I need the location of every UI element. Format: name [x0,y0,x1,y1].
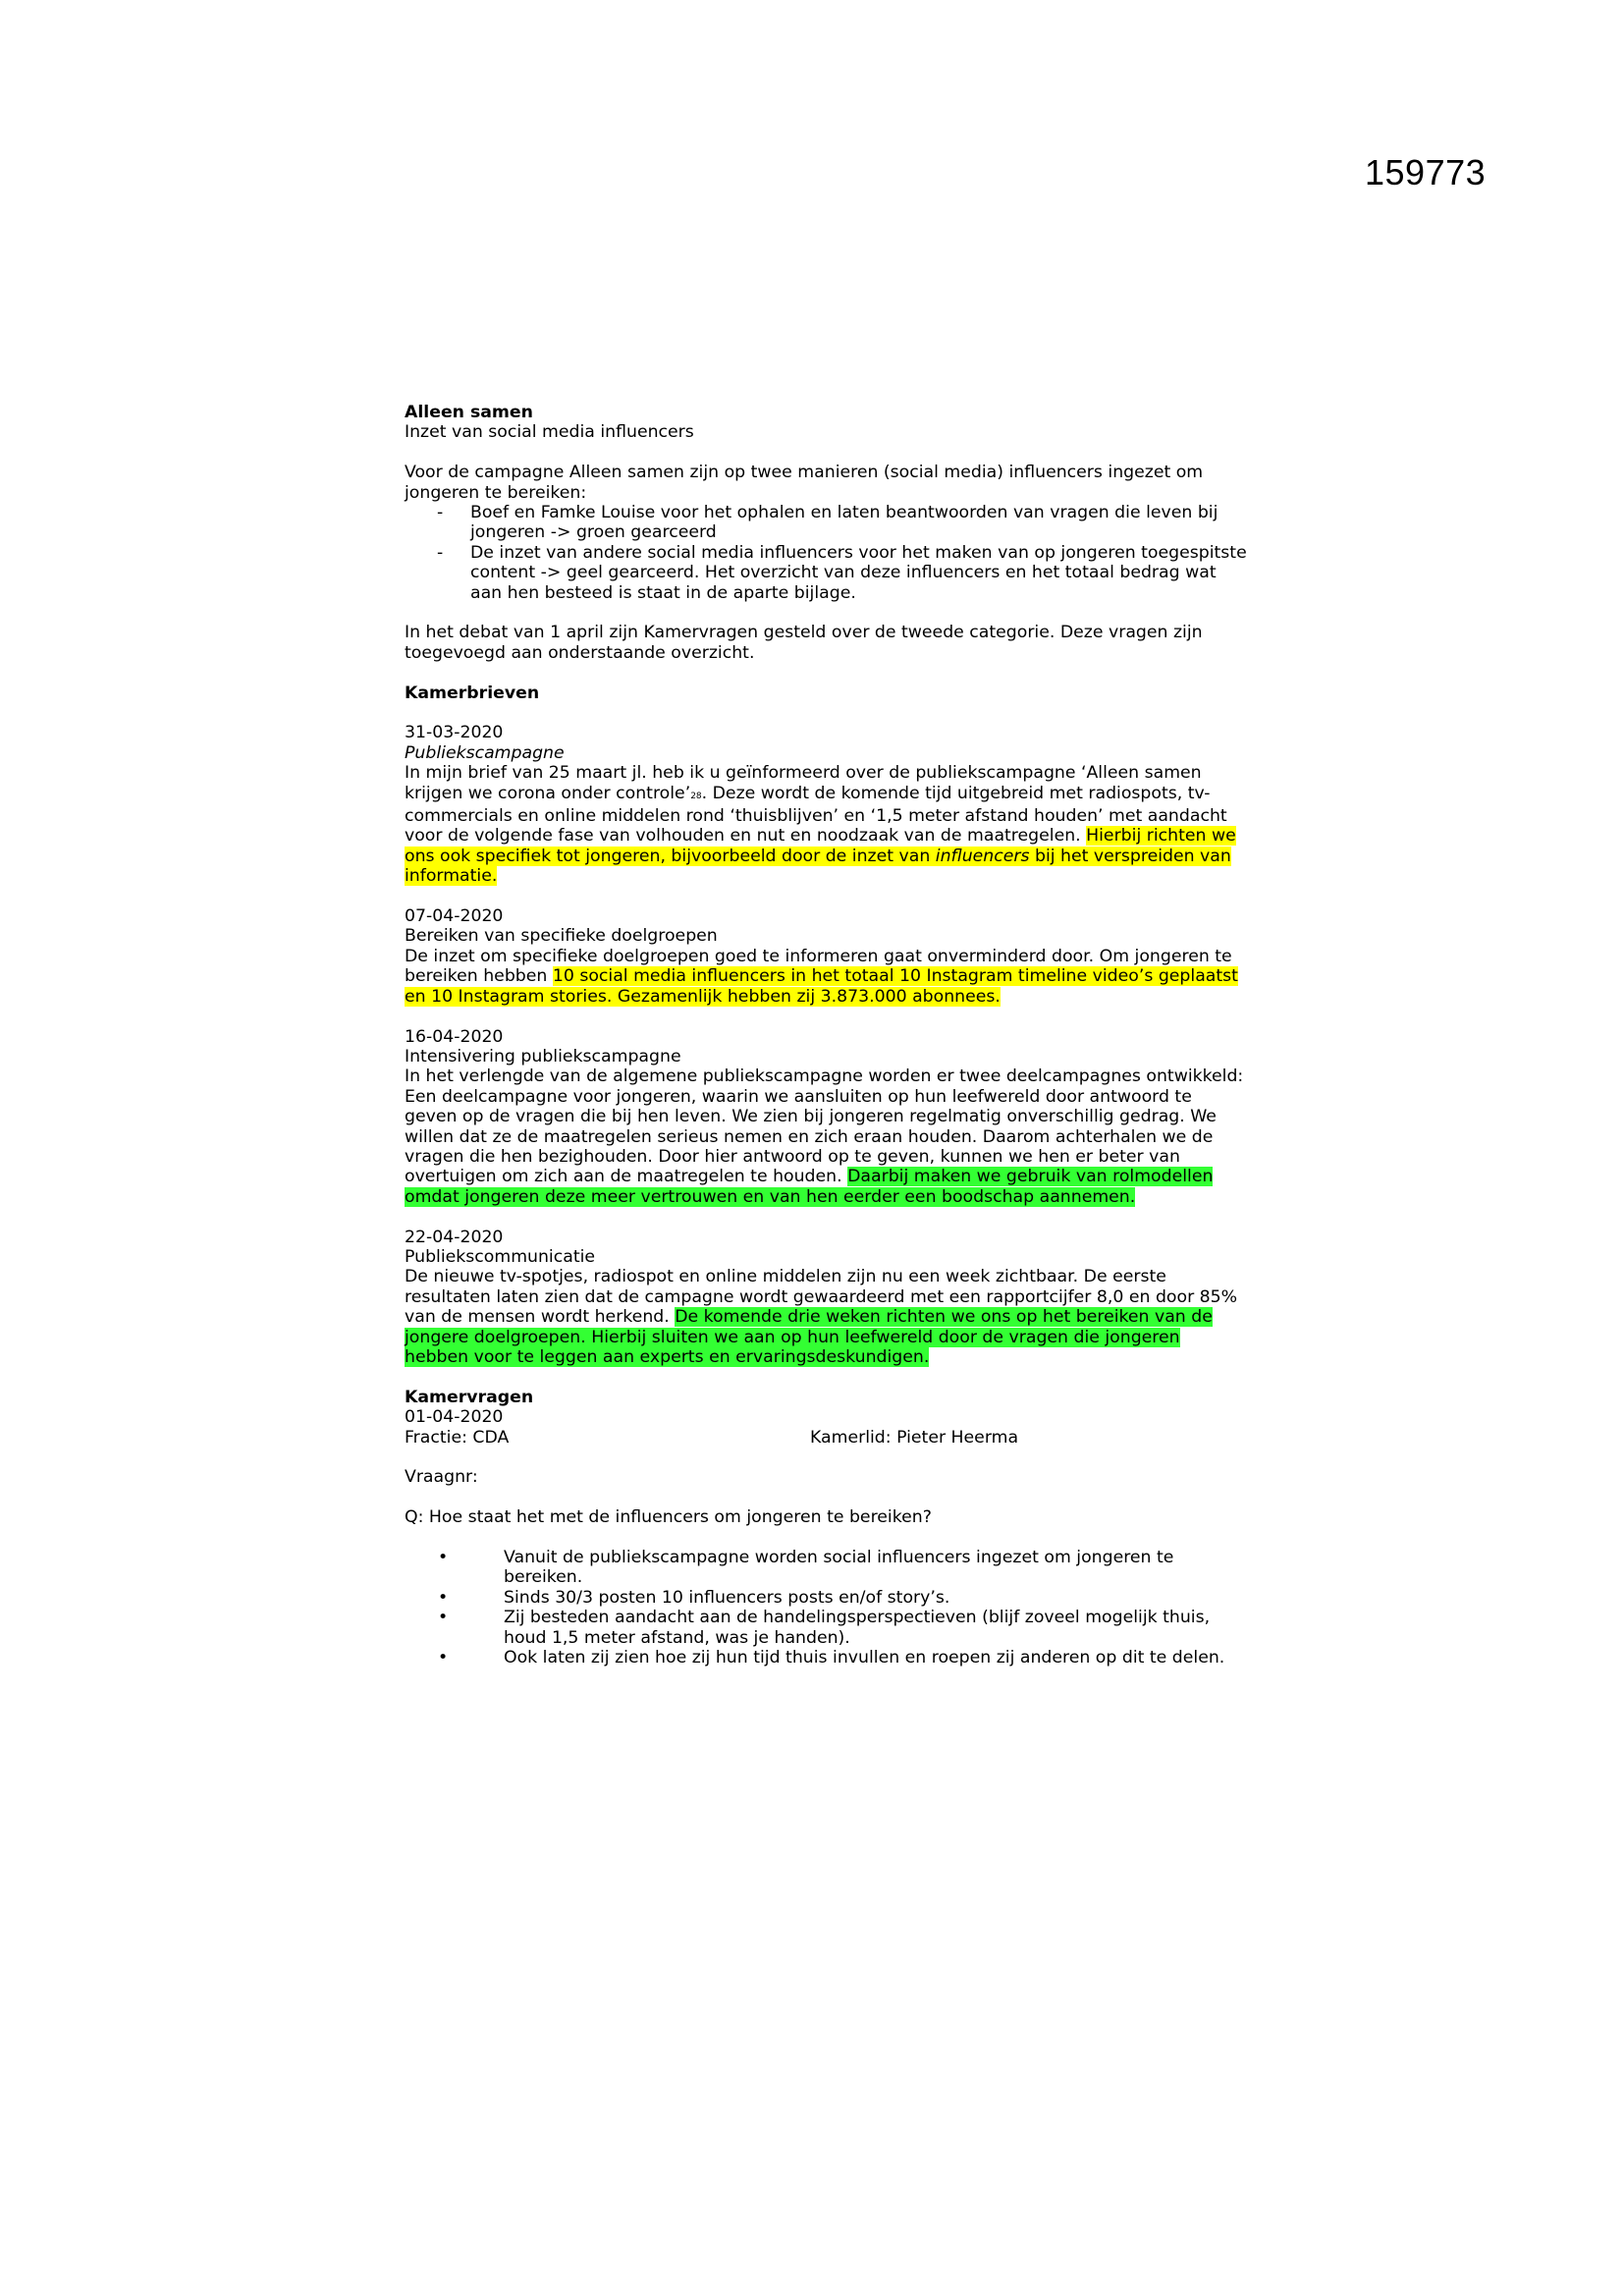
fractie-label: Fractie: CDA [405,1427,510,1448]
kamerlid-label: Kamerlid: Pieter Heerma [810,1427,1019,1448]
letter-date: 31-03-2020 [405,723,504,743]
letter-body: In mijn brief van 25 maart jl. heb ik u geïnformeerd over de publiekscampagne ‘Alleen samen krijgen we corona onder controle’28. Deze wordt de komende tijd uitgebreid met radiospots, tv-commercials en online middelen rond ‘thuisblijven’ en ‘1,5 meter afstand houden’ met aandacht voor de volgende fase van volhouden en nut en noodzaak van de maatregelen. Hierbij richten we ons ook specifiek tot jongeren, bijvoorbeeld door de inzet van influencers bij het verspreiden van informatie. [405,763,1236,887]
kamervragen-heading: Kamervragen [405,1387,534,1407]
fractie-row [405,1428,1249,1448]
kamerbrieven-heading: Kamerbrieven [405,683,540,703]
letter-subject: Publiekscampagne [405,742,565,763]
vraagnr-label: Vraagnr: [405,1467,478,1488]
letter-date: 22-04-2020 [405,1227,504,1247]
yellow-highlight: 10 social media influencers in het totaal 10 Instagram timeline video’s geplaatst en 10 Instagram stories. Gezamenlijk hebben zij 3.873.000 abonnees. [405,966,1238,1007]
letter-subject: Publiekscommunicatie [405,1246,596,1267]
intro-paragraph: Voor de campagne Alleen samen zijn op twee manieren (social media) influencers ingezet om jongeren te bereiken: [405,463,1204,503]
document-subtitle: Inzet van social media influencers [405,422,694,443]
page-id: 159773 [1365,152,1487,192]
letter-body: De nieuwe tv-spotjes, radiospot en online middelen zijn nu een week zichtbaar. De eerste resultaten laten zien dat de campagne wordt gewaardeerd met een rapportcijfer 8,0 en door 85% van de mensen wordt herkend. De komende drie weken richten we ons op het bereiken van de jongere doelgroepen. Hierbij sluiten we aan op hun leefwereld door de vragen die jongeren hebben voor te leggen aan experts en ervaringsdeskundigen. [405,1267,1238,1367]
list-item: - Boef en Famke Louise voor het ophalen en laten beantwoorden van vragen die leven bij jongeren -> groen gearceerd [405,503,1249,543]
green-highlight: De komende drie weken richten we ons op het bereiken van de jongere doelgroepen. Hierbij sluiten we aan op hun leefwereld door de vragen die jongeren hebben voor te leggen aan experts en ervaringsdeskundigen. [405,1307,1213,1367]
list-item: • Zij besteden aandacht aan de handelingsperspectieven (blijf zoveel mogelijk thuis, houd 1,5 meter afstand, was je handen). [405,1608,1249,1648]
green-highlight: Daarbij maken we gebruik van rolmodellen omdat jongeren deze meer vertrouwen en van hen eerder een boodschap aannemen. [405,1167,1214,1207]
yellow-highlight: Hierbij richten we ons ook specifiek tot jongeren, bijvoorbeeld door de inzet van influencers bij het verspreiden van informatie. [405,826,1236,887]
letter-date: 07-04-2020 [405,906,504,927]
letter-body: In het verlengde van de algemene publiekscampagne worden er twee deelcampagnes ontwikkeld: Een deelcampagne voor jongeren, waarin we aansluiten op hun leefwereld door antwoord te geven op de vragen die bij hen leven. We zien bij jongeren regelmatig onverschillig gedrag. We willen dat ze de maatregelen serieus nemen en zich eraan houden. Daarom achterhalen we de vragen die hen bezighouden. Door hier antwoord op te geven, kunnen we hen er beter van overtuigen om zich aan de maatregelen te houden. Daarbij maken we gebruik van rolmodellen omdat jongeren deze meer vertrouwen en van hen eerder een boodschap aannemen. [405,1066,1244,1207]
debate-note: In het debat van 1 april zijn Kamervragen gesteld over de tweede categorie. Deze vragen zijn toegevoegd aan onderstaande overzicht. [405,623,1203,663]
letter-subject: Intensivering publiekscampagne [405,1046,681,1066]
letter-body: De inzet om specifieke doelgroepen goed te informeren gaat onverminderd door. Om jongeren te bereiken hebben 10 social media influencers in het totaal 10 Instagram timeline video’s geplaatst en 10 Instagram stories. Gezamenlijk hebben zij 3.873.000 abonnees. [405,946,1238,1007]
influencer-categories-list [405,503,1249,603]
letter-subject: Bereiken van specifieke doelgroepen [405,926,718,947]
question-text: Q: Hoe staat het met de influencers om jongeren te bereiken? [405,1507,932,1528]
list-item: - De inzet van andere social media influencers voor het maken van op jongeren toegespitste content -> geel gearceerd. Het overzicht van deze influencers en het totaal bedrag wat aan hen besteed is staat in de aparte bijlage. [405,543,1249,603]
document-body [405,403,1249,1667]
list-item: • Vanuit de publiekscampagne worden social influencers ingezet om jongeren te bereiken. [405,1548,1249,1588]
answer-bullet-list [405,1548,1249,1667]
footnote-marker: 28 [690,791,702,801]
document-title: Alleen samen [405,403,533,422]
list-item: • Ook laten zij zien hoe zij hun tijd thuis invullen en roepen zij anderen op dit te delen. [405,1648,1249,1667]
list-item: • Sinds 30/3 posten 10 influencers posts en/of story’s. [405,1588,1249,1608]
kamervragen-date: 01-04-2020 [405,1407,504,1428]
letter-date: 16-04-2020 [405,1026,504,1047]
